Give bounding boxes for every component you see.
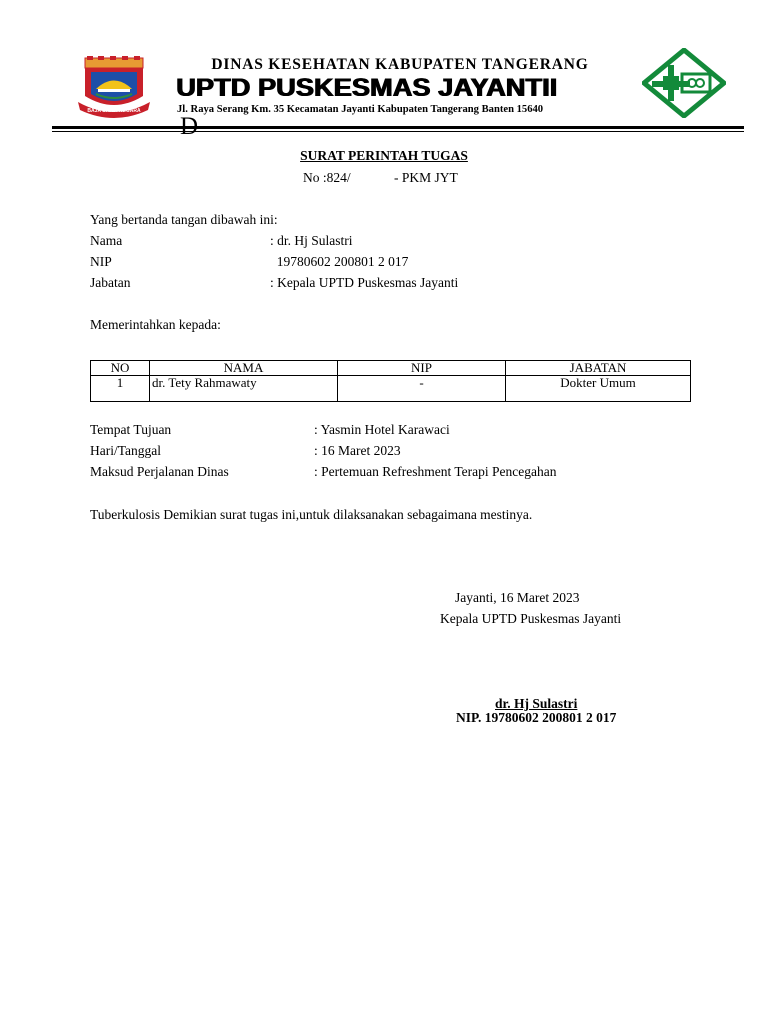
header-nama: NAMA	[150, 361, 338, 376]
signer-nip-label: NIP	[90, 254, 112, 269]
table-row	[91, 376, 691, 402]
purpose-label: Maksud Perjalanan Dinas	[90, 464, 229, 479]
date-value: : 16 Maret 2023	[314, 443, 401, 458]
place-date: Jayanti, 16 Maret 2023	[455, 590, 580, 605]
table-header-row	[91, 361, 691, 376]
header-nip: NIP	[338, 361, 506, 376]
assignee-table	[90, 360, 691, 402]
cell-no: 1	[91, 376, 150, 402]
letter-number-suffix: - PKM JYT	[394, 170, 458, 185]
letterhead-rule	[52, 126, 744, 129]
signer-nip: NIP. 19780602 200801 2 017	[456, 710, 617, 725]
signer-name-value: : dr. Hj Sulastri	[270, 233, 353, 248]
header-no: NO	[91, 361, 150, 376]
cell-jabatan: Dokter Umum	[506, 376, 691, 402]
order-text: Memerintahkan kepada:	[90, 317, 221, 332]
cell-nama: dr. Tety Rahmawaty	[150, 376, 338, 402]
cell-nip: -	[338, 376, 506, 402]
unit-name: UPTD PUSKESMAS JAYANTII	[176, 74, 558, 102]
signer-name: dr. Hj Sulastri	[495, 696, 578, 711]
signer-nip-value: 19780602 200801 2 017	[270, 254, 409, 269]
signer-position-value: : Kepala UPTD Puskesmas Jayanti	[270, 275, 459, 290]
intro-text: Yang bertanda tangan dibawah ini:	[90, 212, 278, 227]
date-label: Hari/Tanggal	[90, 443, 162, 458]
agency-name: DINAS KESEHATAN KABUPATEN TANGERANG	[211, 56, 589, 73]
signer-name-label: Nama	[90, 233, 123, 248]
letter-title: SURAT PERINTAH TUGAS	[300, 148, 468, 163]
signer-position: Kepala UPTD Puskesmas Jayanti	[440, 611, 622, 626]
destination-label: Tempat Tujuan	[90, 422, 172, 437]
destination-value: : Yasmin Hotel Karawaci	[314, 422, 450, 437]
signer-position-label: Jabatan	[90, 275, 131, 290]
address-line: Jl. Raya Serang Km. 35 Kecamatan Jayanti Kabupaten Tangerang Banten 15640	[177, 104, 544, 115]
closing-text: Tuberkulosis Demikian surat tugas ini,untuk dilaksanakan sebagaimana mestinya.	[90, 507, 533, 522]
puskesmas-logo	[642, 48, 726, 118]
letter-number: No :824/	[303, 170, 351, 185]
kabupaten-tangerang-logo	[76, 56, 152, 122]
header-jabatan: JABATAN	[506, 361, 691, 376]
purpose-value: : Pertemuan Refreshment Terapi Pencegahan	[314, 464, 557, 479]
logo-motto: BAJA BAKTI NEGARA	[87, 108, 141, 114]
letterhead-rule-thin	[52, 131, 744, 132]
